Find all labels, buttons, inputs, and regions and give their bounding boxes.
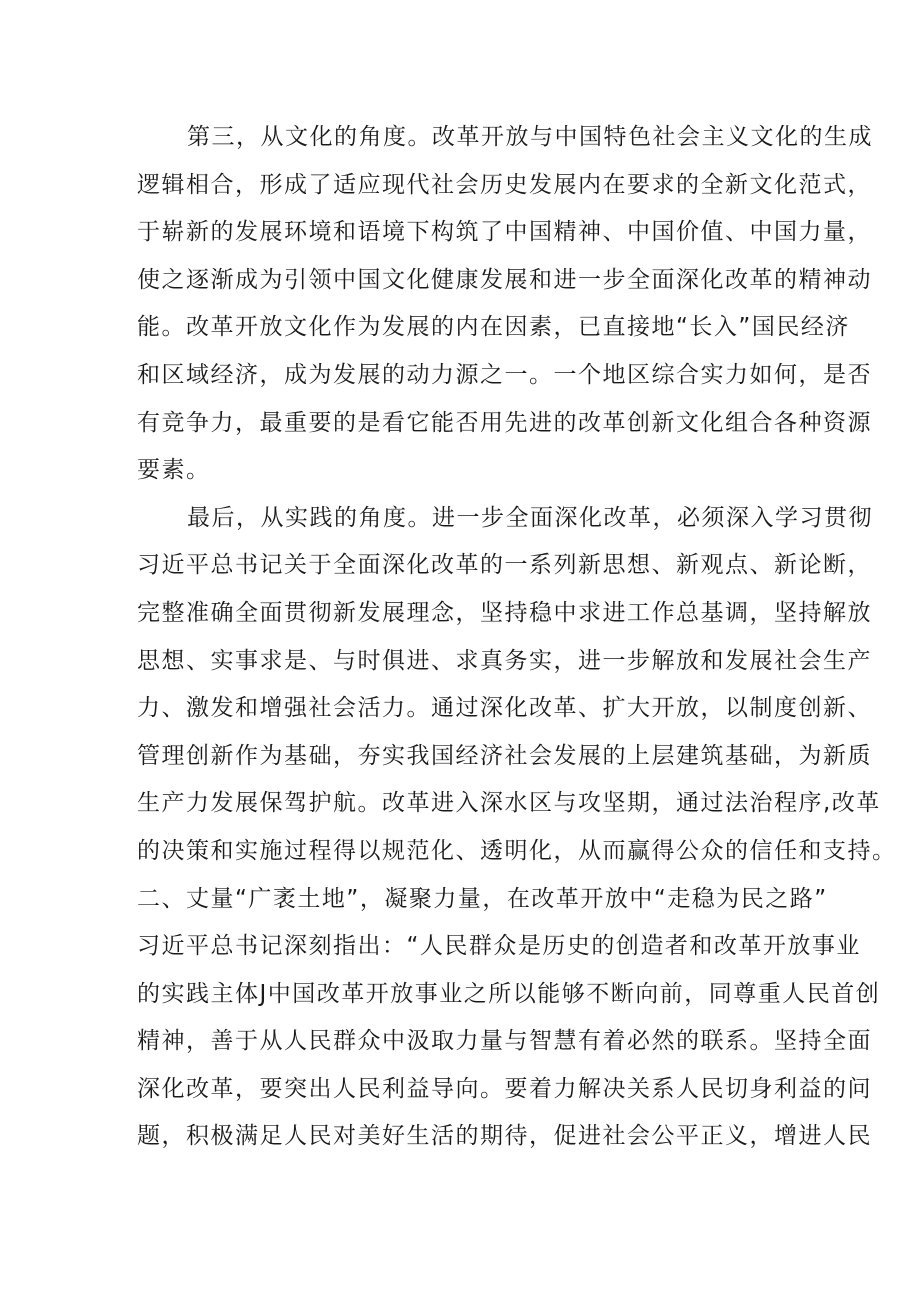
paragraph-1-line-7: 有竞争力，最重要的是看它能否用先进的改革创新文化组合各种资源 <box>137 409 872 436</box>
paragraph-2-line-7: 生产力发展保驾护航。改革进入深水区与攻坚期，通过法治程序,改革 <box>137 790 881 817</box>
paragraph-3-line-5: 题，积极满足人民对美好生活的期待，促进社会公平正义，增进人民 <box>137 1123 872 1150</box>
section-heading: 二、丈量“广袤土地”，凝聚力量，在改革开放中“走稳为民之路” <box>137 885 828 912</box>
paragraph-1-line-8: 要素。 <box>137 457 211 484</box>
paragraph-3-line-1: 习近平总书记深刻指出：“人民群众是历史的创造者和改革开放事业 <box>137 933 861 960</box>
paragraph-1-line-5: 能。改革开放文化作为发展的内在因素，已直接地“长入”国民经济 <box>137 314 850 341</box>
paragraph-1-line-4: 使之逐渐成为引领中国文化健康发展和进一步全面深化改革的精神动 <box>137 266 872 293</box>
paragraph-2-line-6: 管理创新作为基础，夯实我国经济社会发展的上层建筑基础，为新质 <box>137 742 872 769</box>
paragraph-2-line-8: 的决策和实施过程得以规范化、透明化，从而赢得公众的信任和支持。 <box>137 837 897 864</box>
paragraph-1-line-1: 第三，从文化的角度。改革开放与中国特色社会主义文化的生成 <box>187 124 873 150</box>
paragraph-3-line-4: 深化改革，要突出人民利益导向。要着力解决关系人民切身利益的问 <box>137 1075 872 1102</box>
paragraph-2-line-3: 完整准确全面贯彻新发展理念，坚持稳中求进工作总基调，坚持解放 <box>137 599 872 626</box>
paragraph-3-line-2: 的实践主体J中国改革开放事业之所以能够不断向前，同尊重人民首创 <box>137 980 881 1007</box>
paragraph-2-line-5: 力、激发和增强社会活力。通过深化改革、扩大开放，以制度创新、 <box>137 695 872 722</box>
document-body <box>137 114 897 1161</box>
paragraph-1-line-2: 逻辑相合，形成了适应现代社会历史发展内在要求的全新文化范式， <box>137 171 872 198</box>
paragraph-2-line-2: 习近平总书记关于全面深化改革的一系列新思想、新观点、新论断， <box>137 552 872 579</box>
paragraph-2-line-4: 思想、实事求是、与时俱进、求真务实，进一步解放和发展社会生产 <box>137 647 872 674</box>
paragraph-1-line-6: 和区域经济，成为发展的动力源之一。一个地区综合实力如何，是否 <box>137 361 872 388</box>
paragraph-3-line-3: 精神，善于从人民群众中汲取力量与智慧有着必然的联系。坚持全面 <box>137 1028 872 1055</box>
paragraph-2-line-1: 最后，从实践的角度。进一步全面深化改革，必须深入学习贯彻 <box>187 504 873 531</box>
paragraph-1-line-3: 于崭新的发展环境和语境下构筑了中国精神、中国价值、中国力量， <box>137 219 872 246</box>
